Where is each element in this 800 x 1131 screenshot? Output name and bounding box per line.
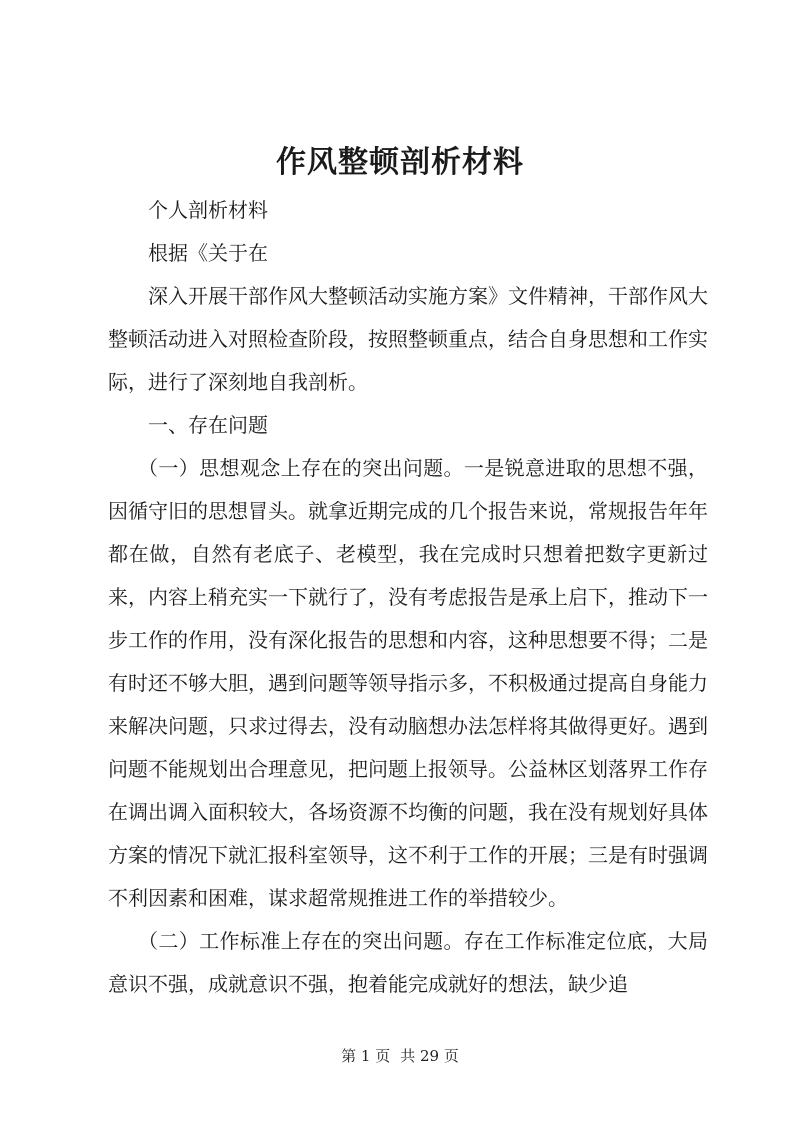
page-number: 第 1 页 [341, 1047, 391, 1065]
paragraph-intro: 深入开展干部作风大整顿活动实施方案》文件精神，干部作风大整顿活动进入对照检查阶段，按照整顿重点，结合自身思想和工作实际，进行了深刻地自我剖析。 [108, 284, 708, 394]
page-footer [0, 1045, 800, 1067]
paragraph-heading-personal: 个人剖析材料 [148, 198, 268, 222]
paragraph-basis: 根据《关于在 [148, 241, 268, 265]
page-total: 共 29 页 [400, 1047, 459, 1065]
document-body [108, 189, 708, 1006]
page-title: 作风整顿剖析材料 [276, 145, 524, 180]
paragraph-work-standard-problems: （二）工作标准上存在的突出问题。存在工作标准定位底，大局意识不强，成就意识不强，抱着能完成就好的想法，缺少追 [108, 929, 708, 996]
section-heading-problems: 一、存在问题 [148, 413, 268, 437]
paragraph-thinking-problems: （一）思想观念上存在的突出问题。一是锐意进取的思想不强，因循守旧的思想冒头。就拿近期完成的几个报告来说，常规报告年年都在做，自然有老底子、老模型，我在完成时只想着把数字更新过来，内容上稍充实一下就行了，没有考虑报告是承上启下，推动下一步工作的作用，没有深化报告的思想和内容，这种思想要不得；二是有时还不够大胆，遇到问题等领导指示多，不积极通过提高自身能力来解决问题，只求过得去，没有动脑想办法怎样将其做得更好。遇到问题不能规划出合理意见，把问题上报领导。公益林区划落界工作存在调出调入面积较大，各场资源不均衡的问题，我在没有规划好具体方案的情况下就汇报科室领导，这不利于工作的开展；三是有时强调不利因素和困难，谋求超常规推进工作的举措较少。 [108, 456, 708, 910]
